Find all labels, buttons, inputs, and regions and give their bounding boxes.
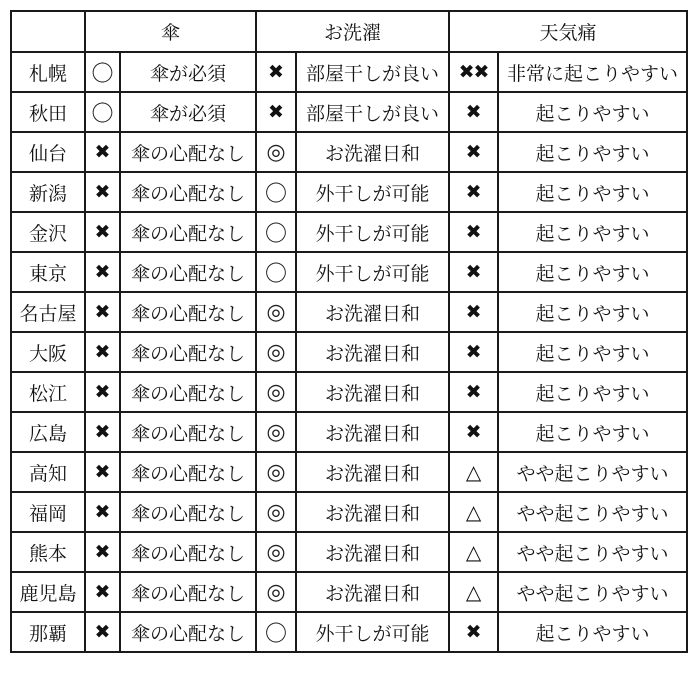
umbrella-text: 傘の心配なし [120,332,256,372]
header-corner [11,11,85,52]
umbrella-symbol: 〇 [85,92,120,132]
laundry-symbol: ◎ [256,292,296,332]
city-cell: 広島 [11,412,85,452]
laundry-text: お洗濯日和 [296,492,449,532]
laundry-symbol: ◎ [256,372,296,412]
laundry-symbol: ◎ [256,452,296,492]
headache-text: やや起こりやすい [498,452,687,492]
headache-symbol: ✖ [449,332,498,372]
header-umbrella: 傘 [85,11,256,52]
umbrella-symbol: ✖ [85,172,120,212]
forecast-table [10,10,688,653]
umbrella-text: 傘の心配なし [120,132,256,172]
umbrella-symbol: ✖ [85,372,120,412]
city-cell: 金沢 [11,212,85,252]
headache-symbol: ✖ [449,172,498,212]
laundry-symbol: ✖ [256,52,296,92]
umbrella-symbol: ✖ [85,492,120,532]
headache-symbol: △ [449,492,498,532]
headache-text: 起こりやすい [498,612,687,652]
laundry-text: お洗濯日和 [296,452,449,492]
table-row [11,372,687,412]
table-row [11,52,687,92]
table-row [11,332,687,372]
laundry-text: お洗濯日和 [296,132,449,172]
laundry-text: 部屋干しが良い [296,52,449,92]
city-cell: 那覇 [11,612,85,652]
laundry-symbol: 〇 [256,212,296,252]
umbrella-text: 傘の心配なし [120,612,256,652]
headache-text: 起こりやすい [498,172,687,212]
headache-symbol: △ [449,452,498,492]
headache-text: 起こりやすい [498,292,687,332]
table-row [11,212,687,252]
laundry-text: 外干しが可能 [296,252,449,292]
headache-text: 起こりやすい [498,132,687,172]
headache-text: 起こりやすい [498,252,687,292]
headache-text: 非常に起こりやすい [498,52,687,92]
headache-symbol: △ [449,572,498,612]
umbrella-text: 傘の心配なし [120,532,256,572]
laundry-text: お洗濯日和 [296,332,449,372]
table-row [11,612,687,652]
umbrella-symbol: ✖ [85,452,120,492]
laundry-text: 外干しが可能 [296,172,449,212]
city-cell: 福岡 [11,492,85,532]
laundry-symbol: ◎ [256,572,296,612]
city-cell: 名古屋 [11,292,85,332]
table-row [11,172,687,212]
laundry-text: お洗濯日和 [296,372,449,412]
headache-symbol: ✖ [449,292,498,332]
umbrella-text: 傘の心配なし [120,412,256,452]
city-cell: 高知 [11,452,85,492]
header-laundry: お洗濯 [256,11,449,52]
city-cell: 仙台 [11,132,85,172]
headache-text: やや起こりやすい [498,532,687,572]
headache-text: やや起こりやすい [498,572,687,612]
table-row [11,572,687,612]
umbrella-text: 傘の心配なし [120,572,256,612]
headache-text: 起こりやすい [498,212,687,252]
umbrella-symbol: 〇 [85,52,120,92]
table-row [11,412,687,452]
headache-symbol: ✖ [449,372,498,412]
laundry-symbol: ◎ [256,492,296,532]
laundry-text: 部屋干しが良い [296,92,449,132]
umbrella-text: 傘の心配なし [120,212,256,252]
headache-symbol: ✖ [449,612,498,652]
umbrella-text: 傘の心配なし [120,252,256,292]
table-row [11,92,687,132]
city-cell: 札幌 [11,52,85,92]
table-row [11,252,687,292]
laundry-symbol: ◎ [256,132,296,172]
umbrella-symbol: ✖ [85,212,120,252]
umbrella-symbol: ✖ [85,572,120,612]
header-row [11,11,687,52]
laundry-symbol: ◎ [256,332,296,372]
city-cell: 東京 [11,252,85,292]
headache-symbol: ✖ [449,252,498,292]
umbrella-symbol: ✖ [85,252,120,292]
laundry-symbol: ✖ [256,92,296,132]
headache-symbol: ✖ [449,412,498,452]
laundry-text: お洗濯日和 [296,532,449,572]
table-row [11,132,687,172]
umbrella-symbol: ✖ [85,612,120,652]
laundry-text: 外干しが可能 [296,612,449,652]
city-cell: 新潟 [11,172,85,212]
umbrella-symbol: ✖ [85,412,120,452]
laundry-text: お洗濯日和 [296,292,449,332]
umbrella-text: 傘の心配なし [120,372,256,412]
laundry-symbol: ◎ [256,412,296,452]
umbrella-text: 傘の心配なし [120,172,256,212]
table-row [11,532,687,572]
umbrella-symbol: ✖ [85,332,120,372]
headache-text: 起こりやすい [498,92,687,132]
headache-symbol: △ [449,532,498,572]
umbrella-text: 傘の心配なし [120,292,256,332]
laundry-symbol: 〇 [256,252,296,292]
umbrella-text: 傘の心配なし [120,452,256,492]
city-cell: 熊本 [11,532,85,572]
headache-symbol: ✖ [449,132,498,172]
laundry-symbol: ◎ [256,532,296,572]
city-cell: 大阪 [11,332,85,372]
headache-text: やや起こりやすい [498,492,687,532]
headache-text: 起こりやすい [498,412,687,452]
laundry-text: お洗濯日和 [296,572,449,612]
laundry-symbol: 〇 [256,612,296,652]
table-row [11,452,687,492]
laundry-text: 外干しが可能 [296,212,449,252]
headache-symbol: ✖✖ [449,52,498,92]
laundry-symbol: 〇 [256,172,296,212]
city-cell: 鹿児島 [11,572,85,612]
headache-symbol: ✖ [449,212,498,252]
umbrella-symbol: ✖ [85,532,120,572]
umbrella-symbol: ✖ [85,132,120,172]
table-row [11,292,687,332]
umbrella-text: 傘が必須 [120,52,256,92]
city-cell: 松江 [11,372,85,412]
city-cell: 秋田 [11,92,85,132]
umbrella-text: 傘が必須 [120,92,256,132]
table-row [11,492,687,532]
umbrella-symbol: ✖ [85,292,120,332]
headache-text: 起こりやすい [498,332,687,372]
headache-text: 起こりやすい [498,372,687,412]
umbrella-text: 傘の心配なし [120,492,256,532]
header-headache: 天気痛 [449,11,687,52]
headache-symbol: ✖ [449,92,498,132]
laundry-text: お洗濯日和 [296,412,449,452]
